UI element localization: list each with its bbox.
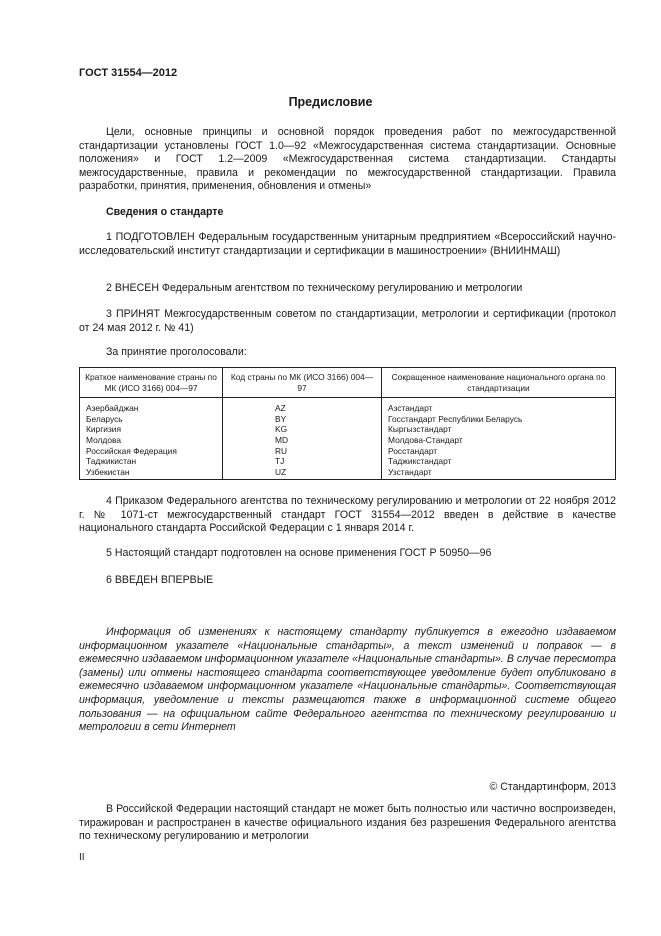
voted-label: За принятие проголосовали: — [106, 346, 247, 358]
column-header-country: Краткое наименование страны по МК (ИСО 3166) 004—97 — [80, 368, 223, 398]
table-row — [80, 424, 616, 435]
table-cell-country: Киргизия — [80, 424, 223, 435]
item-5: 5 Настоящий стандарт подготовлен на основе применения ГОСТ Р 50950—96 — [106, 547, 492, 559]
table-cell-country: Беларусь — [80, 414, 223, 425]
table-cell-code: MD — [223, 435, 382, 446]
item-4: 4 Приказом Федерального агентства по техническому регулированию и метрологии от 22 ноября 2012 г. № 1071-ст межгосударственный стандарт ГОСТ 31554—2012 введен в действие в качестве национального стандарта Российской Федерации с 1 января 2014 г. — [79, 495, 616, 535]
table-row — [80, 446, 616, 457]
page-number: II — [79, 852, 85, 863]
table-cell-code: KG — [223, 424, 382, 435]
table-cell-code: UZ — [223, 467, 382, 480]
intro-paragraph: Цели, основные принципы и основной порядок проведения работ по межгосударственной стандартизации установлены ГОСТ 1.0—92 «Межгосударственная система стандартизации. Основные положения» и ГОСТ 1.2—2009 «Межгосударственная система стандартизации. Стандарты межгосударственные, правила и рекомендации по межгосударственной стандартизации. Правила разработки, принятия, применения, обновления и отмены» — [79, 126, 616, 193]
table-row — [80, 398, 616, 414]
voting-table — [79, 367, 616, 480]
table-cell-body: Узстандарт — [382, 467, 616, 480]
table-header-row — [80, 368, 616, 398]
table-row — [80, 435, 616, 446]
item-6: 6 ВВЕДЕН ВПЕРВЫЕ — [106, 574, 214, 586]
info-heading: Сведения о стандарте — [106, 206, 224, 218]
copyright: © Стандартинформ, 2013 — [489, 781, 616, 793]
table-body — [80, 398, 616, 480]
table-cell-country: Таджикистан — [80, 456, 223, 467]
table-cell-country: Молдова — [80, 435, 223, 446]
table-cell-code: BY — [223, 414, 382, 425]
table-row — [80, 414, 616, 425]
table-row — [80, 467, 616, 480]
page-title: Предисловие — [288, 95, 373, 109]
table-cell-country: Узбекистан — [80, 467, 223, 480]
table-cell-country: Российская Федерация — [80, 446, 223, 457]
table-row — [80, 456, 616, 467]
table-cell-country: Азербайджан — [80, 398, 223, 414]
table-cell-body: Госстандарт Республики Беларусь — [382, 414, 616, 425]
column-header-body: Сокращенное наименование национального органа по стандартизации — [382, 368, 616, 398]
table-cell-body: Таджикстандарт — [382, 456, 616, 467]
item-1: 1 ПОДГОТОВЛЕН Федеральным государственным унитарным предприятием «Всероссийский научно-исследовательский институт стандартизации и сертификации в машиностроении» (ВНИИНМАШ) — [79, 231, 616, 257]
table-cell-body: Росстандарт — [382, 446, 616, 457]
table-cell-body: Кыргызстандарт — [382, 424, 616, 435]
amendments-notice: Информация об изменениях к настоящему стандарту публикуется в ежегодно издаваемом информационном указателе «Национальные стандарты», а текст изменений и поправок — в ежемесячно издаваемом информационном указателе «Национальные стандарты». В случае пересмотра (замены) или отмены настоящего стандарта соответствующее уведомление будет опубликовано в ежемесячно издаваемом информационном указателе «Национальные стандарты». Соответствующая информация, уведомление и тексты размещаются также в информационной системе общего пользования — на официальном сайте Федерального агентства по техническому регулированию и метрологии в сети Интернет — [79, 626, 616, 734]
item-2: 2 ВНЕСЕН Федеральным агентством по техническому регулированию и метрологии — [106, 282, 523, 294]
table-cell-code: AZ — [223, 398, 382, 414]
table-cell-body: Молдова-Стандарт — [382, 435, 616, 446]
document-header: ГОСТ 31554—2012 — [79, 67, 178, 79]
table-cell-code: TJ — [223, 456, 382, 467]
table-cell-body: Азстандарт — [382, 398, 616, 414]
column-header-code: Код страны по МК (ИСО 3166) 004—97 — [223, 368, 382, 398]
item-3: 3 ПРИНЯТ Межгосударственным советом по стандартизации, метрологии и сертификации (протокол от 24 мая 2012 г. № 41) — [79, 308, 616, 334]
table-cell-code: RU — [223, 446, 382, 457]
rights-notice: В Российской Федерации настоящий стандарт не может быть полностью или частично воспроизведен, тиражирован и распространен в качестве официального издания без разрешения Федерального агентства по техническому регулированию и метрологии — [79, 803, 616, 843]
